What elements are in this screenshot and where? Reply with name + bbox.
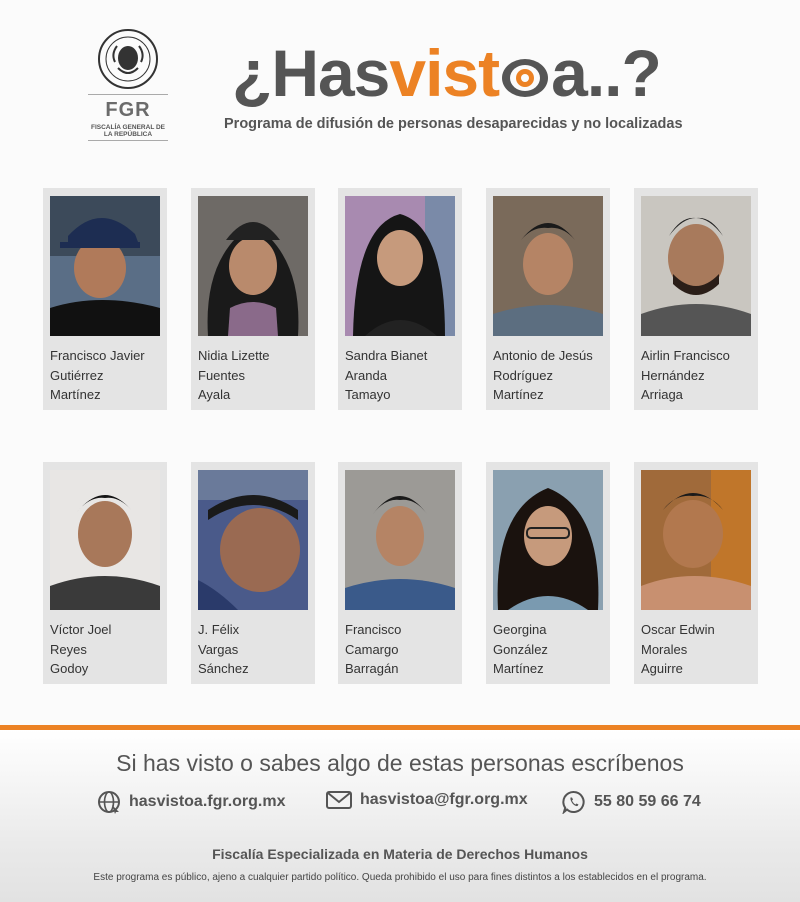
institution-short: FGR xyxy=(88,94,168,122)
person-name: Georgina González Martínez xyxy=(493,622,548,676)
person-card[interactable] xyxy=(191,188,315,410)
person-card[interactable] xyxy=(338,188,462,410)
person-photo xyxy=(641,196,751,336)
person-name: Francisco Camargo Barragán xyxy=(345,622,402,676)
person-photo xyxy=(493,470,603,610)
email-link[interactable] xyxy=(326,790,528,810)
person-card[interactable] xyxy=(634,188,758,410)
person-photo xyxy=(345,196,455,336)
contact-row xyxy=(0,790,800,816)
disclaimer: Este programa es público, ajeno a cualquier partido político. Queda prohibido el uso para fines distintos a los establecidos en el programa. xyxy=(93,872,707,883)
person-name: Antonio de Jesús Rodríguez Martínez xyxy=(493,348,593,402)
office-name: Fiscalía Especializada en Materia de Derechos Humanos xyxy=(212,846,588,862)
person-photo xyxy=(50,470,160,610)
brand-part-1: ¿Has xyxy=(232,36,390,110)
footer xyxy=(0,730,800,902)
person-photo xyxy=(198,470,308,610)
brand-title xyxy=(232,38,661,118)
call-to-action: Si has visto o sabes algo de estas personas escríbenos xyxy=(116,750,684,776)
eye-icon xyxy=(500,54,550,100)
person-card[interactable] xyxy=(43,462,167,684)
person-name: Francisco Javier Gutiérrez Martínez xyxy=(50,348,145,402)
whatsapp-icon xyxy=(562,790,586,814)
person-card[interactable] xyxy=(191,462,315,684)
person-name: Sandra Bianet Aranda Tamayo xyxy=(345,348,428,402)
person-name: Víctor Joel Reyes Godoy xyxy=(50,622,112,676)
person-name: Airlin Francisco Hernández Arriaga xyxy=(641,348,730,402)
person-card[interactable] xyxy=(486,188,610,410)
person-name: J. Félix Vargas Sánchez xyxy=(198,622,249,676)
person-name: Oscar Edwin Morales Aguirre xyxy=(641,622,715,676)
person-name: Nidia Lizette Fuentes Ayala xyxy=(198,348,270,402)
person-card[interactable] xyxy=(338,462,462,684)
globe-icon xyxy=(97,790,121,814)
person-photo xyxy=(641,470,751,610)
person-photo xyxy=(345,470,455,610)
mail-icon xyxy=(326,790,352,810)
website-link[interactable] xyxy=(97,790,286,814)
program-subtitle: Programa de difusión de personas desaparecidas y no localizadas xyxy=(224,116,683,132)
institution-full: FISCALÍA GENERAL DE LA REPÚBLICA xyxy=(88,124,168,141)
person-card[interactable] xyxy=(634,462,758,684)
email-text: hasvistoa@fgr.org.mx xyxy=(360,791,528,808)
person-photo xyxy=(493,196,603,336)
national-seal-icon xyxy=(97,28,159,90)
phone-link[interactable] xyxy=(562,790,701,814)
person-photo xyxy=(198,196,308,336)
brand-part-3: a..? xyxy=(551,36,661,110)
person-card[interactable] xyxy=(486,462,610,684)
fgr-logo xyxy=(88,28,168,141)
brand-part-2: vist xyxy=(389,36,500,110)
person-photo xyxy=(50,196,160,336)
phone-text: 55 80 59 66 74 xyxy=(594,793,701,810)
website-text: hasvistoa.fgr.org.mx xyxy=(129,793,286,810)
person-card[interactable] xyxy=(43,188,167,410)
